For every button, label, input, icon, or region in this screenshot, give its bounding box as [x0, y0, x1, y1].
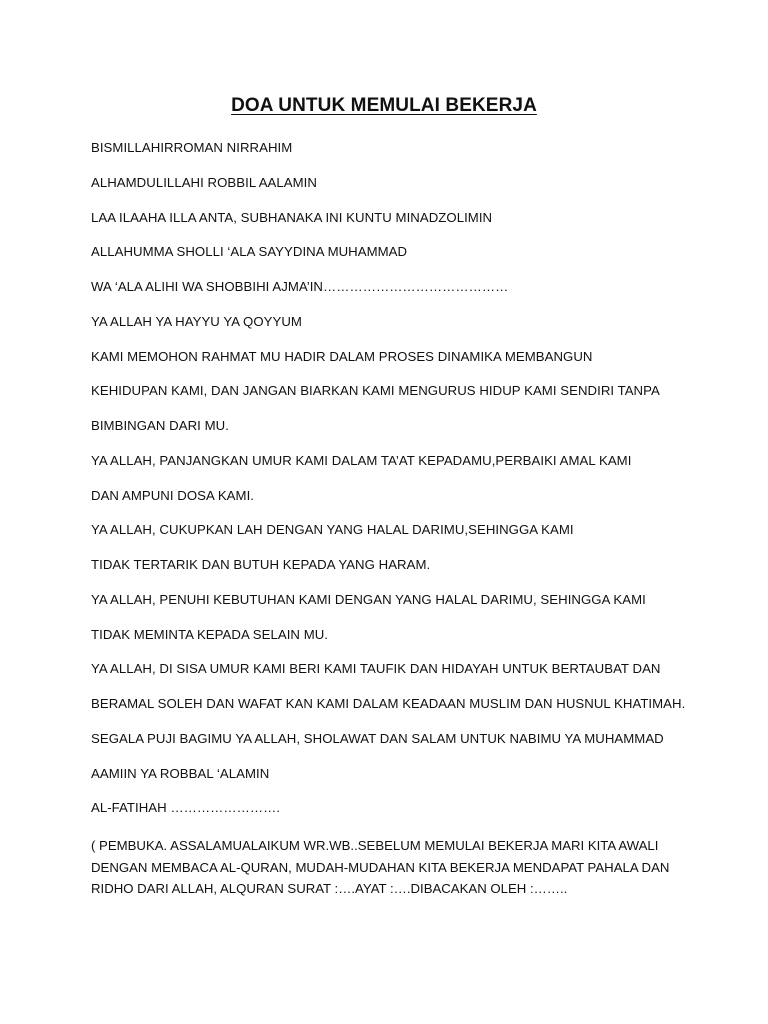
text-line: YA ALLAH, PENUHI KEBUTUHAN KAMI DENGAN YANG HALAL DARIMU, SEHINGGA KAMI	[91, 591, 646, 607]
document-body	[91, 140, 691, 900]
text-line: LAA ILAAHA ILLA ANTA, SUBHANAKA INI KUNTU MINADZOLIMIN	[91, 209, 493, 225]
text-line: ALHAMDULILLAHI ROBBIL AALAMIN	[91, 174, 317, 190]
text-line: BISMILLAHIRROMAN NIRRAHIM	[91, 140, 293, 155]
text-line: BERAMAL SOLEH DAN WAFAT KAN KAMI DALAM KEADAAN MUSLIM DAN HUSNUL KHATIMAH.	[91, 696, 686, 711]
text-line: DAN AMPUNI DOSA KAMI.	[91, 487, 254, 503]
closing-paragraph	[91, 835, 691, 900]
text-line: YA ALLAH YA HAYYU YA QOYYUM	[91, 313, 302, 329]
text-line: YA ALLAH, DI SISA UMUR KAMI BERI KAMI TAUFIK DAN HIDAYAH UNTUK BERTAUBAT DAN	[91, 661, 661, 677]
text-line: YA ALLAH, PANJANGKAN UMUR KAMI DALAM TA’AT KEPADAMU,PERBAIKI AMAL KAMI	[91, 452, 632, 468]
closing-line: RIDHO DARI ALLAH, ALQURAN SURAT :….AYAT :….DIBACAKAN OLEH :……..	[91, 881, 568, 896]
text-line: AAMIIN YA ROBBAL ‘ALAMIN	[91, 765, 270, 781]
document-title: DOA UNTUK MEMULAI BEKERJA	[231, 95, 537, 116]
text-line: WA ‘ALA ALIHI WA SHOBBIHI AJMA’IN……………………………………	[91, 279, 509, 294]
text-line: SEGALA PUJI BAGIMU YA ALLAH, SHOLAWAT DAN SALAM UNTUK NABIMU YA MUHAMMAD	[91, 730, 664, 746]
text-line: AL-FATIHAH …………………….	[91, 800, 281, 816]
text-line: TIDAK MEMINTA KEPADA SELAIN MU.	[91, 626, 329, 642]
text-line: KEHIDUPAN KAMI, DAN JANGAN BIARKAN KAMI MENGURUS HIDUP KAMI SENDIRI TANPA	[91, 383, 660, 399]
text-line: BIMBINGAN DARI MU.	[91, 418, 229, 433]
text-line: ALLAHUMMA SHOLLI ‘ALA SAYYDINA MUHAMMAD	[91, 244, 408, 260]
closing-line: DENGAN MEMBACA AL-QURAN, MUDAH-MUDAHAN KITA BEKERJA MENDAPAT PAHALA DAN	[91, 859, 670, 875]
text-line: TIDAK TERTARIK DAN BUTUH KEPADA YANG HARAM.	[91, 557, 431, 572]
text-line: KAMI MEMOHON RAHMAT MU HADIR DALAM PROSES DINAMIKA MEMBANGUN	[91, 348, 593, 364]
closing-line: ( PEMBUKA. ASSALAMUALAIKUM WR.WB..SEBELUM MEMULAI BEKERJA MARI KITA AWALI	[91, 838, 659, 853]
text-line: YA ALLAH, CUKUPKAN LAH DENGAN YANG HALAL DARIMU,SEHINGGA KAMI	[91, 522, 574, 538]
